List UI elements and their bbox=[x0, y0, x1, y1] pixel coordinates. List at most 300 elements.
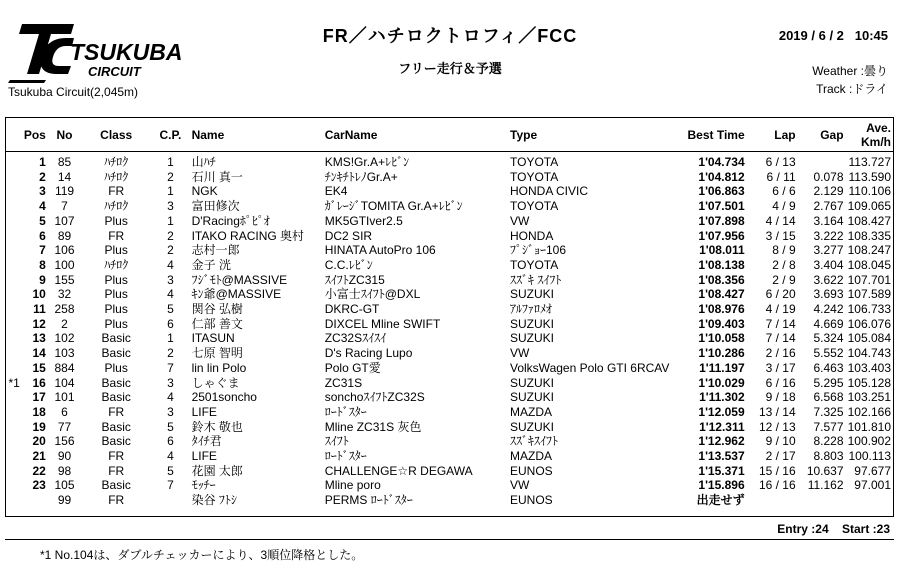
cell-gap: 5.324 bbox=[813, 331, 844, 346]
cell-car: DKRC-GT bbox=[324, 302, 380, 317]
cell-class: Plus bbox=[104, 272, 128, 287]
cell-cp: 4 bbox=[167, 257, 174, 272]
table-row bbox=[6, 434, 893, 449]
col-ave-line1: Ave. bbox=[866, 120, 891, 135]
cell-pos: 6 bbox=[39, 228, 46, 243]
cell-pos: 22 bbox=[32, 463, 46, 478]
cell-car: DC2 SIR bbox=[324, 228, 373, 243]
col-pos: Pos bbox=[22, 118, 48, 152]
cell-class: FR bbox=[108, 463, 125, 478]
cell-pos: 20 bbox=[32, 434, 46, 449]
cell-name: ｷﾝ爺@MASSIVE bbox=[191, 287, 282, 302]
cell-car: 小富士ｽｲﾌﾄ@DXL bbox=[324, 287, 421, 302]
cell-gap: 3.277 bbox=[813, 243, 844, 258]
table-row bbox=[6, 361, 893, 376]
cell-cp bbox=[151, 493, 189, 508]
cell-cp: 5 bbox=[167, 302, 174, 317]
cell-cp: 2 bbox=[167, 243, 174, 258]
cell-type: ﾌﾟｼﾞｮｰ106 bbox=[510, 243, 567, 258]
cell-lap: 2 / 8 bbox=[772, 257, 796, 272]
cell-no: 119 bbox=[54, 184, 75, 199]
cell-no: 77 bbox=[57, 419, 72, 434]
cell-class: Plus bbox=[104, 213, 128, 228]
cell-class: Plus bbox=[104, 360, 128, 375]
cell-name: ITASUN bbox=[191, 331, 235, 346]
col-name: Name bbox=[190, 118, 323, 152]
cell-car: DIXCEL Mline SWIFT bbox=[324, 316, 441, 331]
cell-no: 99 bbox=[57, 493, 72, 508]
cell-lap: 2 / 9 bbox=[772, 272, 796, 287]
cell-lap: 2 / 16 bbox=[765, 346, 796, 361]
cell-name: 七原 智明 bbox=[191, 346, 243, 361]
cell-best: 1'07.501 bbox=[698, 199, 745, 214]
cell-lap: 7 / 14 bbox=[765, 316, 796, 331]
footnote: *1 No.104は、ダブルチェッカーにより、3順位降格とした。 bbox=[40, 548, 364, 562]
cell-pos: 19 bbox=[32, 419, 46, 434]
col-ave-line2: Km/h bbox=[861, 134, 891, 149]
cell-mark bbox=[6, 434, 22, 449]
cell-car: ZC32Sｽｲｽｲ bbox=[324, 331, 387, 346]
cell-class: Basic bbox=[101, 419, 131, 434]
cell-mark bbox=[6, 361, 22, 376]
cell-pos: 18 bbox=[32, 404, 46, 419]
cell-lap: 12 / 13 bbox=[758, 419, 796, 434]
cell-gap: 6.568 bbox=[813, 390, 844, 405]
table-row bbox=[6, 258, 893, 273]
cell-car: sonchoｽｲﾌﾄZC32S bbox=[324, 390, 425, 405]
cell-type: VW bbox=[510, 213, 530, 228]
cell-lap: 8 / 9 bbox=[772, 243, 796, 258]
table-row bbox=[6, 273, 893, 288]
cell-name: 志村一郎 bbox=[191, 243, 240, 258]
cell-no: 90 bbox=[57, 449, 72, 464]
cell-mark bbox=[6, 317, 22, 332]
cell-best: 1'06.863 bbox=[698, 184, 745, 199]
col-cp: C.P. bbox=[151, 118, 189, 152]
cell-class: Plus bbox=[104, 316, 128, 331]
cell-lap: 4 / 19 bbox=[765, 302, 796, 317]
cell-best: 1'09.403 bbox=[698, 316, 745, 331]
cell-no: 100 bbox=[54, 257, 75, 272]
cell-cp: 6 bbox=[167, 316, 174, 331]
cell-no: 103 bbox=[54, 346, 75, 361]
cell-pos: 10 bbox=[32, 287, 46, 302]
event-title: FR／ハチロクトロフィ／FCC bbox=[322, 26, 578, 46]
cell-mark bbox=[6, 464, 22, 479]
cell-cp: 1 bbox=[167, 155, 174, 169]
cell-name: しゃぐま bbox=[191, 375, 240, 390]
cell-cp: 7 bbox=[167, 478, 174, 493]
cell-pos: 21 bbox=[32, 449, 46, 464]
cell-lap: 6 / 20 bbox=[765, 287, 796, 302]
cell-name: 山ﾊﾁ bbox=[191, 155, 216, 169]
cell-mark bbox=[6, 390, 22, 405]
cell-no: 155 bbox=[54, 272, 75, 287]
cell-class: Plus bbox=[104, 302, 128, 317]
cell-lap: 2 / 17 bbox=[765, 449, 796, 464]
cell-ave: 107.701 bbox=[847, 272, 891, 287]
cell-pos: 14 bbox=[32, 346, 46, 361]
cell-gap: 8.228 bbox=[813, 434, 844, 449]
cell-gap: 10.637 bbox=[806, 463, 844, 478]
cell-mark bbox=[6, 449, 22, 464]
cell-best: 1'08.138 bbox=[698, 257, 745, 272]
cell-class: FR bbox=[108, 493, 125, 508]
cell-class: Basic bbox=[101, 375, 131, 390]
cell-name: D'Racingﾎﾟﾋﾟｵ bbox=[191, 213, 270, 228]
table-row bbox=[6, 184, 893, 199]
cell-mark bbox=[6, 405, 22, 420]
cell-ave: 106.733 bbox=[847, 302, 891, 317]
cell-best: 1'15.371 bbox=[698, 463, 745, 478]
cell-gap: 3.693 bbox=[813, 287, 844, 302]
cell-pos: 9 bbox=[39, 272, 46, 287]
cell-type: HONDA bbox=[510, 228, 554, 243]
cell-type: EUNOS bbox=[510, 493, 553, 508]
cell-mark bbox=[6, 346, 22, 361]
cell-gap: 6.463 bbox=[813, 360, 844, 375]
cell-class: Basic bbox=[101, 331, 131, 346]
cell-best: 1'08.356 bbox=[698, 272, 745, 287]
cell-class: Basic bbox=[101, 478, 131, 493]
time: 10:45 bbox=[854, 28, 888, 43]
track-condition: Track :ドライ bbox=[816, 82, 888, 96]
cell-car: ﾛｰﾄﾞｽﾀｰ bbox=[324, 404, 367, 419]
cell-mark bbox=[6, 170, 22, 185]
cell-gap: 3.222 bbox=[813, 228, 844, 243]
cell-type: ｱﾙﾌｧﾛﾒｵ bbox=[510, 302, 553, 317]
cell-cp: 6 bbox=[167, 434, 174, 449]
cell-car: Mline poro bbox=[324, 478, 381, 493]
cell-ave: 108.335 bbox=[847, 228, 891, 243]
cell-cp: 1 bbox=[167, 331, 174, 346]
cell-best: 1'08.976 bbox=[698, 302, 745, 317]
table-header-row bbox=[6, 118, 893, 152]
cell-gap: 7.577 bbox=[813, 419, 844, 434]
cell-cp: 7 bbox=[167, 360, 174, 375]
cell-no: 14 bbox=[57, 169, 72, 184]
cell-lap: 6 / 6 bbox=[772, 184, 796, 199]
cell-no: 89 bbox=[57, 228, 72, 243]
cell-best: 1'04.734 bbox=[698, 155, 745, 169]
entry-start-summary bbox=[777, 522, 890, 536]
cell-class: Plus bbox=[104, 287, 128, 302]
cell-best: 1'10.286 bbox=[698, 346, 745, 361]
cell-name: 金子 洸 bbox=[191, 257, 231, 272]
table-row bbox=[6, 302, 893, 317]
cell-lap: 16 / 16 bbox=[758, 478, 796, 493]
table-row bbox=[6, 390, 893, 405]
cell-car: PERMS ﾛｰﾄﾞｽﾀｰ bbox=[324, 493, 413, 508]
cell-no: 85 bbox=[57, 155, 72, 169]
cell-name: ﾌｼﾞﾓﾄ@MASSIVE bbox=[191, 272, 288, 287]
cell-no: 258 bbox=[54, 302, 75, 317]
table-row bbox=[6, 199, 893, 214]
cell-lap: 3 / 17 bbox=[765, 360, 796, 375]
cell-gap: 7.325 bbox=[813, 404, 844, 419]
cell-best: 1'08.011 bbox=[699, 243, 745, 258]
cell-type: VW bbox=[510, 346, 530, 361]
cell-type: ｽｽﾞｷ ｽｲﾌﾄ bbox=[510, 272, 562, 287]
cell-type: SUZUKI bbox=[510, 331, 555, 346]
cell-no: 104 bbox=[54, 375, 75, 390]
cell-pos: 1 bbox=[39, 155, 46, 169]
cell-lap: 15 / 16 bbox=[758, 463, 796, 478]
cell-gap: 5.552 bbox=[813, 346, 844, 361]
date: 2019 / 6 / 2 bbox=[778, 28, 844, 43]
cell-type: HONDA CIVIC bbox=[510, 184, 589, 199]
cell-class: ﾊﾁﾛｸ bbox=[104, 169, 129, 184]
cell-type: TOYOTA bbox=[510, 199, 559, 214]
cell-pos: 16 bbox=[32, 375, 46, 390]
cell-type: SUZUKI bbox=[510, 419, 555, 434]
col-mark bbox=[6, 118, 22, 152]
entry-count: Entry :24 bbox=[777, 522, 829, 536]
cell-lap: 13 / 14 bbox=[758, 404, 796, 419]
cell-type: SUZUKI bbox=[510, 316, 555, 331]
cell-mark bbox=[6, 287, 22, 302]
cell-best: 1'12.311 bbox=[699, 419, 745, 434]
cell-best: 1'07.956 bbox=[698, 228, 745, 243]
cell-class: FR bbox=[108, 449, 125, 464]
logo-subtext: CIRCUIT bbox=[88, 64, 141, 79]
cell-pos: 23 bbox=[32, 478, 46, 493]
cell-no: 6 bbox=[61, 404, 68, 419]
cell-mark bbox=[6, 493, 22, 508]
cell-ave: 102.166 bbox=[847, 404, 891, 419]
cell-best: 1'08.427 bbox=[698, 287, 745, 302]
cell-cp: 2 bbox=[167, 346, 174, 361]
cell-name: LIFE bbox=[191, 449, 217, 464]
cell-gap: 4.242 bbox=[813, 302, 844, 317]
cell-name: ﾓｯﾁｰ bbox=[191, 478, 216, 493]
cell-car: ZC31S bbox=[324, 375, 363, 390]
cell-mark bbox=[6, 243, 22, 258]
cell-type: MAZDA bbox=[510, 449, 552, 464]
table-row bbox=[6, 376, 893, 391]
cell-ave: 113.590 bbox=[848, 169, 891, 184]
cell-ave: 113.727 bbox=[848, 155, 891, 169]
col-no: No bbox=[48, 118, 81, 152]
cell-ave: 103.251 bbox=[847, 390, 891, 405]
cell-car: ﾁﾝｷﾁﾄﾚﾉGr.A+ bbox=[324, 169, 398, 184]
cell-ave: 109.065 bbox=[847, 199, 891, 214]
cell-class: ﾊﾁﾛｸ bbox=[104, 199, 129, 214]
circuit-name: Tsukuba Circuit(2,045m) bbox=[8, 85, 139, 99]
table-row bbox=[6, 331, 893, 346]
cell-class: Plus bbox=[104, 243, 128, 258]
cell-no: 98 bbox=[57, 463, 72, 478]
cell-best: 1'11.302 bbox=[699, 390, 745, 405]
cell-mark bbox=[6, 199, 22, 214]
cell-type: SUZUKI bbox=[510, 390, 555, 405]
cell-gap bbox=[798, 493, 846, 508]
cell-type: TOYOTA bbox=[510, 155, 559, 169]
cell-pos: 4 bbox=[39, 199, 46, 214]
weather: Weather :曇り bbox=[812, 64, 888, 78]
cell-lap: 7 / 14 bbox=[765, 331, 796, 346]
cell-gap: 2.767 bbox=[813, 199, 844, 214]
cell-no: 106 bbox=[54, 243, 75, 258]
cell-mark: *1 bbox=[8, 375, 20, 390]
cell-gap: 4.669 bbox=[813, 316, 844, 331]
date-time bbox=[779, 28, 888, 43]
col-type: Type bbox=[508, 118, 671, 152]
cell-class: FR bbox=[108, 184, 125, 199]
cell-pos: 8 bbox=[39, 257, 46, 272]
table-row bbox=[6, 493, 893, 508]
logo-wordmark: TSUKUBA bbox=[70, 39, 183, 65]
cell-name: 2501soncho bbox=[191, 390, 257, 405]
cell-no: 32 bbox=[57, 287, 72, 302]
col-carname: CarName bbox=[323, 118, 508, 152]
table-row bbox=[6, 449, 893, 464]
cell-no: 107 bbox=[54, 213, 75, 228]
cell-lap bbox=[747, 493, 798, 508]
results-table bbox=[6, 118, 893, 508]
cell-no: 2 bbox=[61, 316, 68, 331]
cell-best: 1'10.058 bbox=[698, 331, 745, 346]
cell-type: VolksWagen Polo GTI 6RCAV bbox=[510, 360, 670, 375]
cell-ave: 100.113 bbox=[848, 449, 891, 464]
cell-no: 156 bbox=[54, 434, 75, 449]
cell-cp: 1 bbox=[167, 184, 174, 199]
cell-pos: 3 bbox=[39, 184, 46, 199]
cell-ave: 110.106 bbox=[848, 184, 891, 199]
cell-ave: 105.128 bbox=[847, 375, 891, 390]
cell-gap: 3.164 bbox=[813, 213, 844, 228]
cell-car: ｽｲﾌﾄZC315 bbox=[324, 272, 385, 287]
cell-car: Mline ZC31S 灰色 bbox=[324, 419, 422, 434]
cell-ave: 101.810 bbox=[847, 419, 891, 434]
cell-type: EUNOS bbox=[510, 463, 553, 478]
table-row bbox=[6, 464, 893, 479]
cell-pos: 15 bbox=[32, 360, 46, 375]
cell-name: 鈴木 敬也 bbox=[191, 419, 243, 434]
cell-cp: 2 bbox=[167, 169, 174, 184]
cell-best: 1'11.197 bbox=[699, 360, 745, 375]
session-name: フリー走行＆予選 bbox=[398, 61, 502, 76]
cell-pos: 5 bbox=[39, 213, 46, 228]
cell-car: ｶﾞﾚｰｼﾞTOMITA Gr.A+ﾚﾋﾞﾝ bbox=[324, 199, 463, 214]
cell-mark bbox=[6, 420, 22, 435]
cell-ave: 104.743 bbox=[847, 346, 891, 361]
cell-type: MAZDA bbox=[510, 404, 552, 419]
cell-ave: 108.427 bbox=[847, 213, 891, 228]
table-row bbox=[6, 287, 893, 302]
cell-name: NGK bbox=[191, 184, 218, 199]
cell-pos: 11 bbox=[33, 302, 46, 317]
results-table-box bbox=[5, 117, 894, 517]
cell-best: 1'15.896 bbox=[698, 478, 745, 493]
cell-class: FR bbox=[108, 404, 125, 419]
table-row bbox=[6, 229, 893, 244]
cell-ave bbox=[846, 493, 893, 508]
table-row bbox=[6, 170, 893, 185]
cell-pos: 2 bbox=[39, 169, 46, 184]
cell-ave: 97.677 bbox=[854, 463, 891, 478]
cell-name: 関谷 弘樹 bbox=[191, 302, 243, 317]
cell-cp: 5 bbox=[167, 419, 174, 434]
cell-cp: 3 bbox=[167, 375, 174, 390]
cell-type: TOYOTA bbox=[510, 257, 559, 272]
cell-gap: 0.078 bbox=[813, 169, 844, 184]
cell-type: SUZUKI bbox=[510, 287, 555, 302]
table-row bbox=[6, 420, 893, 435]
cell-cp: 3 bbox=[167, 272, 174, 287]
cell-best: 1'12.059 bbox=[698, 404, 745, 419]
cell-ave: 108.247 bbox=[847, 243, 891, 258]
cell-name: LIFE bbox=[191, 404, 217, 419]
cell-mark bbox=[6, 302, 22, 317]
cell-name: 石川 真一 bbox=[191, 169, 243, 184]
cell-gap: 8.803 bbox=[813, 449, 844, 464]
cell-gap: 3.404 bbox=[813, 257, 844, 272]
cell-mark bbox=[6, 152, 22, 170]
cell-best: 出走せず bbox=[696, 493, 745, 508]
bottom-divider bbox=[5, 539, 894, 540]
cell-mark bbox=[6, 184, 22, 199]
table-row bbox=[6, 317, 893, 332]
cell-no: 101 bbox=[54, 390, 75, 405]
cell-name: 仁部 善文 bbox=[191, 316, 243, 331]
cell-name: 染谷 ﾌﾄｼ bbox=[191, 493, 237, 508]
cell-mark bbox=[6, 331, 22, 346]
col-gap: Gap bbox=[798, 118, 846, 152]
cell-ave: 108.045 bbox=[847, 257, 891, 272]
cell-type: TOYOTA bbox=[510, 169, 559, 184]
cell-car: EK4 bbox=[324, 184, 348, 199]
cell-no: 7 bbox=[61, 199, 68, 214]
cell-lap: 6 / 16 bbox=[765, 375, 796, 390]
cell-class: Basic bbox=[101, 346, 131, 361]
cell-mark bbox=[6, 478, 22, 493]
col-ave bbox=[846, 118, 893, 152]
col-class: Class bbox=[81, 118, 151, 152]
cell-type: SUZUKI bbox=[510, 375, 555, 390]
cell-gap: 2.129 bbox=[813, 184, 844, 199]
cell-pos: 17 bbox=[32, 390, 46, 405]
cell-car: MK5GTIver2.5 bbox=[324, 213, 403, 228]
cell-type: VW bbox=[510, 478, 530, 493]
table-row bbox=[6, 214, 893, 229]
cell-no: 105 bbox=[54, 478, 75, 493]
cell-car: Polo GT愛 bbox=[324, 360, 381, 375]
cell-pos bbox=[22, 493, 48, 508]
cell-cp: 3 bbox=[167, 199, 174, 214]
cell-type: ｽｽﾞｷｽｲﾌﾄ bbox=[510, 434, 559, 449]
cell-no: 102 bbox=[54, 331, 75, 346]
cell-cp: 4 bbox=[167, 449, 174, 464]
cell-cp: 1 bbox=[167, 213, 174, 228]
cell-name: lin lin Polo bbox=[191, 360, 247, 375]
cell-pos: 13 bbox=[32, 331, 46, 346]
cell-cp: 4 bbox=[167, 390, 174, 405]
cell-car: ﾛｰﾄﾞｽﾀｰ bbox=[324, 449, 367, 464]
cell-gap: 11.162 bbox=[807, 478, 844, 493]
cell-best: 1'07.898 bbox=[698, 213, 745, 228]
cell-cp: 4 bbox=[167, 287, 174, 302]
cell-ave: 97.001 bbox=[854, 478, 891, 493]
cell-no: 884 bbox=[54, 360, 75, 375]
cell-mark bbox=[6, 229, 22, 244]
cell-gap: 3.622 bbox=[813, 272, 844, 287]
cell-name: 富田修次 bbox=[191, 199, 240, 214]
cell-car: KMS!Gr.A+ﾚﾋﾞﾝ bbox=[324, 155, 410, 169]
cell-lap: 6 / 11 bbox=[766, 169, 796, 184]
table-row bbox=[6, 346, 893, 361]
cell-car: HINATA AutoPro 106 bbox=[324, 243, 436, 258]
